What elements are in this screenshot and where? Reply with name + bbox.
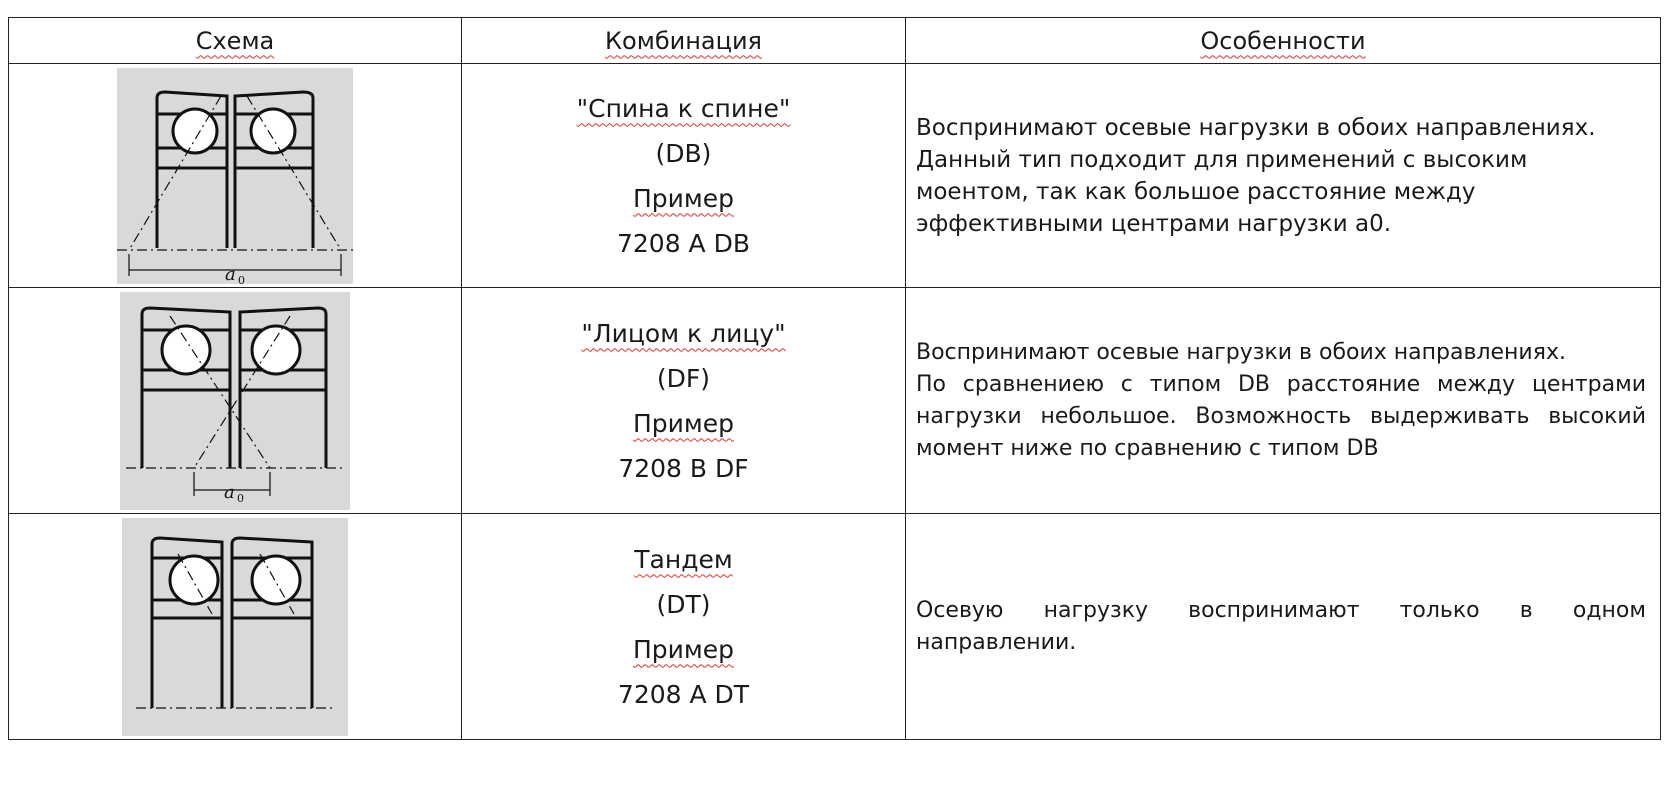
combination-code: (DF) [656, 363, 711, 393]
feature-text: Осевую нагрузку воспринимают только в одном направлении. [916, 597, 1646, 655]
header-combination: Комбинация [462, 18, 906, 64]
dimension-label-a0: a [224, 481, 235, 503]
face-to-face-bearing-diagram [120, 292, 350, 510]
feature-text: По сравнениею с типом DB расстояние между центрами нагрузки небольшое. Возможность выдерживать высокий момент ниже по сравнению с типом DB [916, 371, 1646, 461]
back-to-back-bearing-diagram [117, 68, 353, 284]
svg-text:0: 0 [237, 491, 244, 505]
features-cell [906, 514, 1661, 740]
schema-cell [9, 288, 462, 514]
example-value: 7208 A DT [617, 679, 750, 709]
combination-name: "Лицом к лицу" [581, 318, 786, 348]
table-row [9, 514, 1661, 740]
combination-code: (DT) [656, 589, 711, 619]
combination-name: Тандем [634, 544, 733, 574]
feature-text: Воспринимают осевые нагрузки в обоих направлениях. [916, 114, 1596, 141]
combination-cell [462, 514, 906, 740]
example-value: 7208 B DF [618, 453, 749, 483]
header-schema: Схема [9, 18, 462, 64]
example-value: 7208 A DB [616, 228, 751, 258]
bearing-combinations-table [8, 17, 1661, 740]
table-row [9, 64, 1661, 288]
schema-cell [9, 64, 462, 288]
combination-cell [462, 64, 906, 288]
features-cell [906, 288, 1661, 514]
feature-text: Данный тип подходит для применений с высоким моентом, так как большое расстояние между эффективными центрами нагрузки a0. [916, 146, 1528, 237]
combination-cell [462, 288, 906, 514]
schema-cell [9, 514, 462, 740]
example-label: Пример [632, 634, 735, 664]
feature-text: Воспринимают осевые нагрузки в обоих направлениях. [916, 339, 1566, 365]
example-label: Пример [632, 183, 735, 213]
tandem-bearing-diagram [122, 518, 348, 736]
svg-text:0: 0 [238, 273, 245, 284]
example-label: Пример [632, 408, 735, 438]
combination-code: (DB) [655, 138, 712, 168]
combination-name: "Спина к спине" [576, 93, 791, 123]
header-features: Особенности [906, 18, 1661, 64]
dimension-label-a0: a [225, 263, 236, 284]
features-cell [906, 64, 1661, 288]
table-row [9, 288, 1661, 514]
